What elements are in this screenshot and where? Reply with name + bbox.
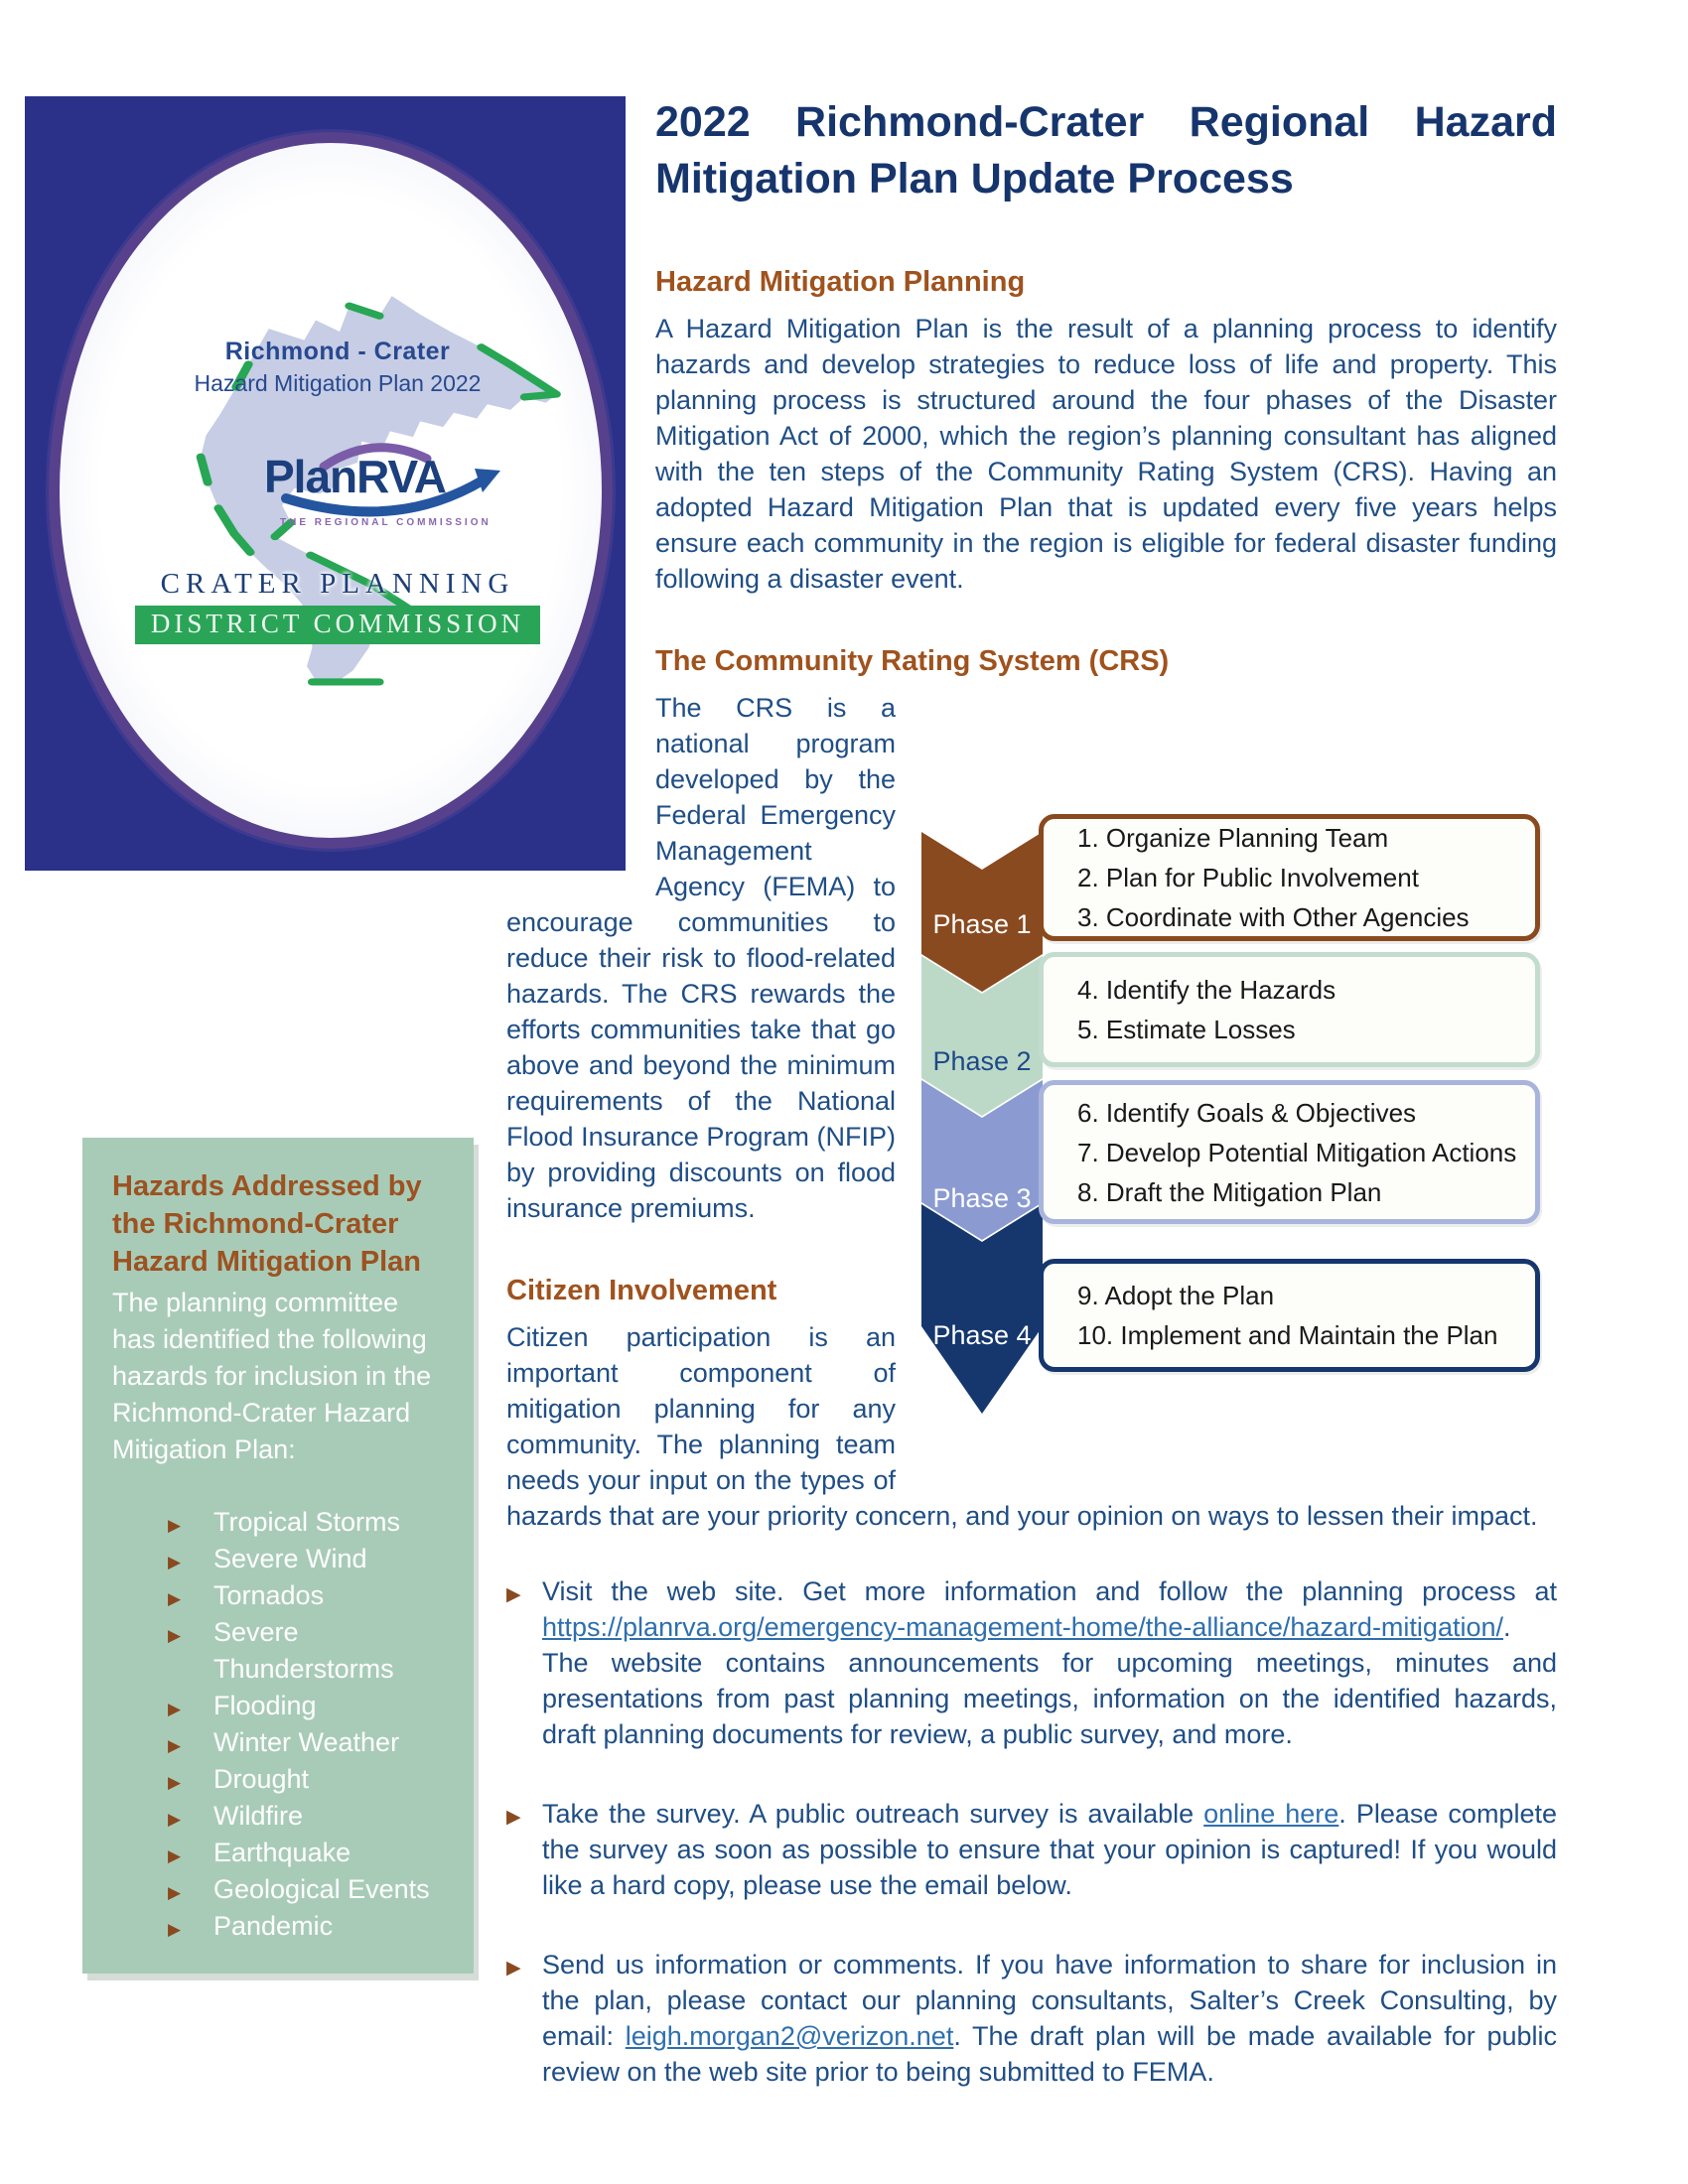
crs-body: The CRS is a national program developed by the Federal Emergency Management Agency (FEMA) to encourage communities to reduce their risk to flood-related hazards. The CRS rewards the efforts communities take that go above and beyond the minimum requirements of the National Flood Insurance Program (NFIP) by providing discounts on flood insurance premiums. [506,693,896,1223]
phase-box-3 [1039,1080,1540,1224]
phase-diagram [921,807,1557,1454]
phase-chevrons [921,807,1043,1454]
svg-text:PlanRVA: PlanRVA [264,451,447,502]
phase-step: 9. Adopt the Plan [1077,1281,1275,1310]
hazard-list-item: ▶ Drought [168,1761,448,1798]
triangle-bullet-icon: ▶ [506,1584,521,1605]
action-item-2 [506,1796,1557,1903]
phase-step: 8. Draft the Mitigation Plan [1077,1176,1382,1207]
hazard-list-item: ▶ Severe Thunderstorms [168,1617,394,1684]
triangle-bullet-icon: ▶ [168,1553,182,1571]
triangle-bullet-icon: ▶ [168,1589,182,1608]
triangle-bullet-icon: ▶ [168,1516,182,1535]
action-text: Send us information or comments. If you have information to share for inclusion in the plan, please contact our planning consultants, Salter’s Creek Consulting, by email: [542,1950,1557,2051]
inline-link[interactable]: https://planrva.org/emergency-management-home/the-alliance/hazard-mitigation/ [542,1612,1503,1642]
phase-step: 3. Coordinate with Other Agencies [1077,902,1470,932]
planrva-tagline: THE REGIONAL COMMISSION [280,517,492,528]
hazard-list-item: ▶ Geological Events [168,1871,448,1908]
page-title-line2: Mitigation Plan Update Process [655,155,1294,203]
phase-label-2: Phase 2 [932,1046,1032,1076]
phase-box-1 [1039,814,1540,941]
sidebar-intro: The planning committee has identified the following hazards for inclusion in the Richmond-Crater Hazard Mitigation Plan: [112,1288,432,1464]
citizen-body: Citizen participation is an important component of mitigation planning for any community. The planning team needs your input on the types of hazards that are your priority concern, and your opinion on ways to lessen their impact. [506,1322,1538,1531]
phase-step: 10. Implement and Maintain the Plan [1077,1320,1498,1350]
inline-link[interactable]: leigh.morgan2@verizon.net [625,2021,954,2051]
planrva-logo [246,441,544,528]
hazards-sidebar [82,1138,474,1974]
action-item-1 [506,1573,1557,1752]
phase-box-4 [1039,1259,1540,1372]
action-text: . The website contains announcements for upcoming meetings, minutes and presentations from past planning meetings, information on the identified hazards, draft planning documents for review, a public survey, and more. [542,1612,1557,1749]
action-text: . Please complete the survey as soon as possible to ensure that your opinion is captured! If you would like a hard copy, please use the email below. [542,1799,1557,1900]
main-content [506,94,1557,2090]
triangle-bullet-icon: ▶ [168,1700,182,1718]
triangle-bullet-icon: ▶ [168,1626,182,1645]
triangle-bullet-icon: ▶ [506,1807,521,1828]
action-item-3 [506,1947,1557,2090]
triangle-bullet-icon: ▶ [168,1920,182,1939]
map-title-line1: Richmond - Crater [224,338,451,365]
hazard-list-item: ▶ Wildfire [168,1798,448,1835]
triangle-bullet-icon: ▶ [168,1883,182,1902]
crater-planning-text: CRATER PLANNING [160,568,515,600]
hazard-list-item: ▶ Severe Wind [168,1541,448,1577]
phase-step: 7. Develop Potential Mitigation Actions [1077,1137,1517,1167]
action-text: . The draft plan will be made available for public review on the web site prior to being submitted to FEMA. [542,2021,1557,2087]
phase-step: 4. Identify the Hazards [1077,975,1336,1005]
section-heading-crs: The Community Rating System (CRS) [655,645,1170,677]
crs-section [506,690,1557,2090]
phase-box-2 [1039,952,1540,1067]
phase-label-1: Phase 1 [932,909,1032,939]
hazard-list-item: ▶ Flooding [168,1688,448,1724]
action-list [506,1573,1557,2090]
phase-label-4: Phase 4 [932,1320,1032,1350]
triangle-bullet-icon: ▶ [168,1846,182,1865]
triangle-bullet-icon: ▶ [168,1810,182,1829]
hazard-list-item: ▶ Tropical Storms [168,1504,448,1541]
phase-label-3: Phase 3 [932,1183,1032,1213]
map-oval [49,132,613,849]
map-title-line2: Hazard Mitigation Plan 2022 [194,370,482,396]
crater-district-logo [89,568,586,644]
phase-step: 5. Estimate Losses [1077,1015,1296,1044]
phase-step: 6. Identify Goals & Objectives [1077,1097,1417,1128]
inline-link[interactable]: online here [1203,1799,1339,1829]
phase-step: 2. Plan for Public Involvement [1077,863,1419,892]
triangle-bullet-icon: ▶ [168,1736,182,1755]
phase-step: 1. Organize Planning Team [1077,823,1389,853]
cover-graphic-panel [25,96,626,871]
section-heading-hazard-planning: Hazard Mitigation Planning [655,266,1026,298]
map-title [99,338,576,397]
triangle-bullet-icon: ▶ [168,1773,182,1792]
section-heading-citizen: Citizen Involvement [506,1275,777,1306]
hazard-list-item: ▶ Tornados [168,1577,448,1614]
page-title-line1: 2022 Richmond-Crater Regional Hazard [655,98,1557,146]
hazard-list [112,1504,448,1945]
hazard-planning-body: A Hazard Mitigation Plan is the result of a planning process to identify hazards and develop strategies to reduce loss of life and property. This planning process is structured around the four phases of the Disaster Mitigation Act of 2000, which the region’s planning consultant has aligned with the ten steps of the Community Rating System (CRS). Having an adopted Hazard Mitigation Plan that is updated every five years helps ensure each community in the region is eligible for federal disaster funding following a disaster event. [655,314,1557,594]
hazard-list-item: ▶ Earthquake [168,1835,448,1871]
action-text: Visit the web site. Get more information and follow the planning process at [542,1576,1557,1606]
page-title [506,94,1557,207]
triangle-bullet-icon: ▶ [506,1958,521,1979]
action-text: Take the survey. A public outreach survey is available [542,1799,1204,1829]
district-commission-banner: DISTRICT COMMISSION [135,606,540,644]
sidebar-heading: Hazards Addressed by the Richmond-Crater Hazard Mitigation Plan [112,1170,422,1278]
hazard-list-item: ▶ Winter Weather [168,1724,448,1761]
hazard-list-item: ▶ Pandemic [168,1908,448,1945]
planrva-logo-icon [246,441,534,518]
